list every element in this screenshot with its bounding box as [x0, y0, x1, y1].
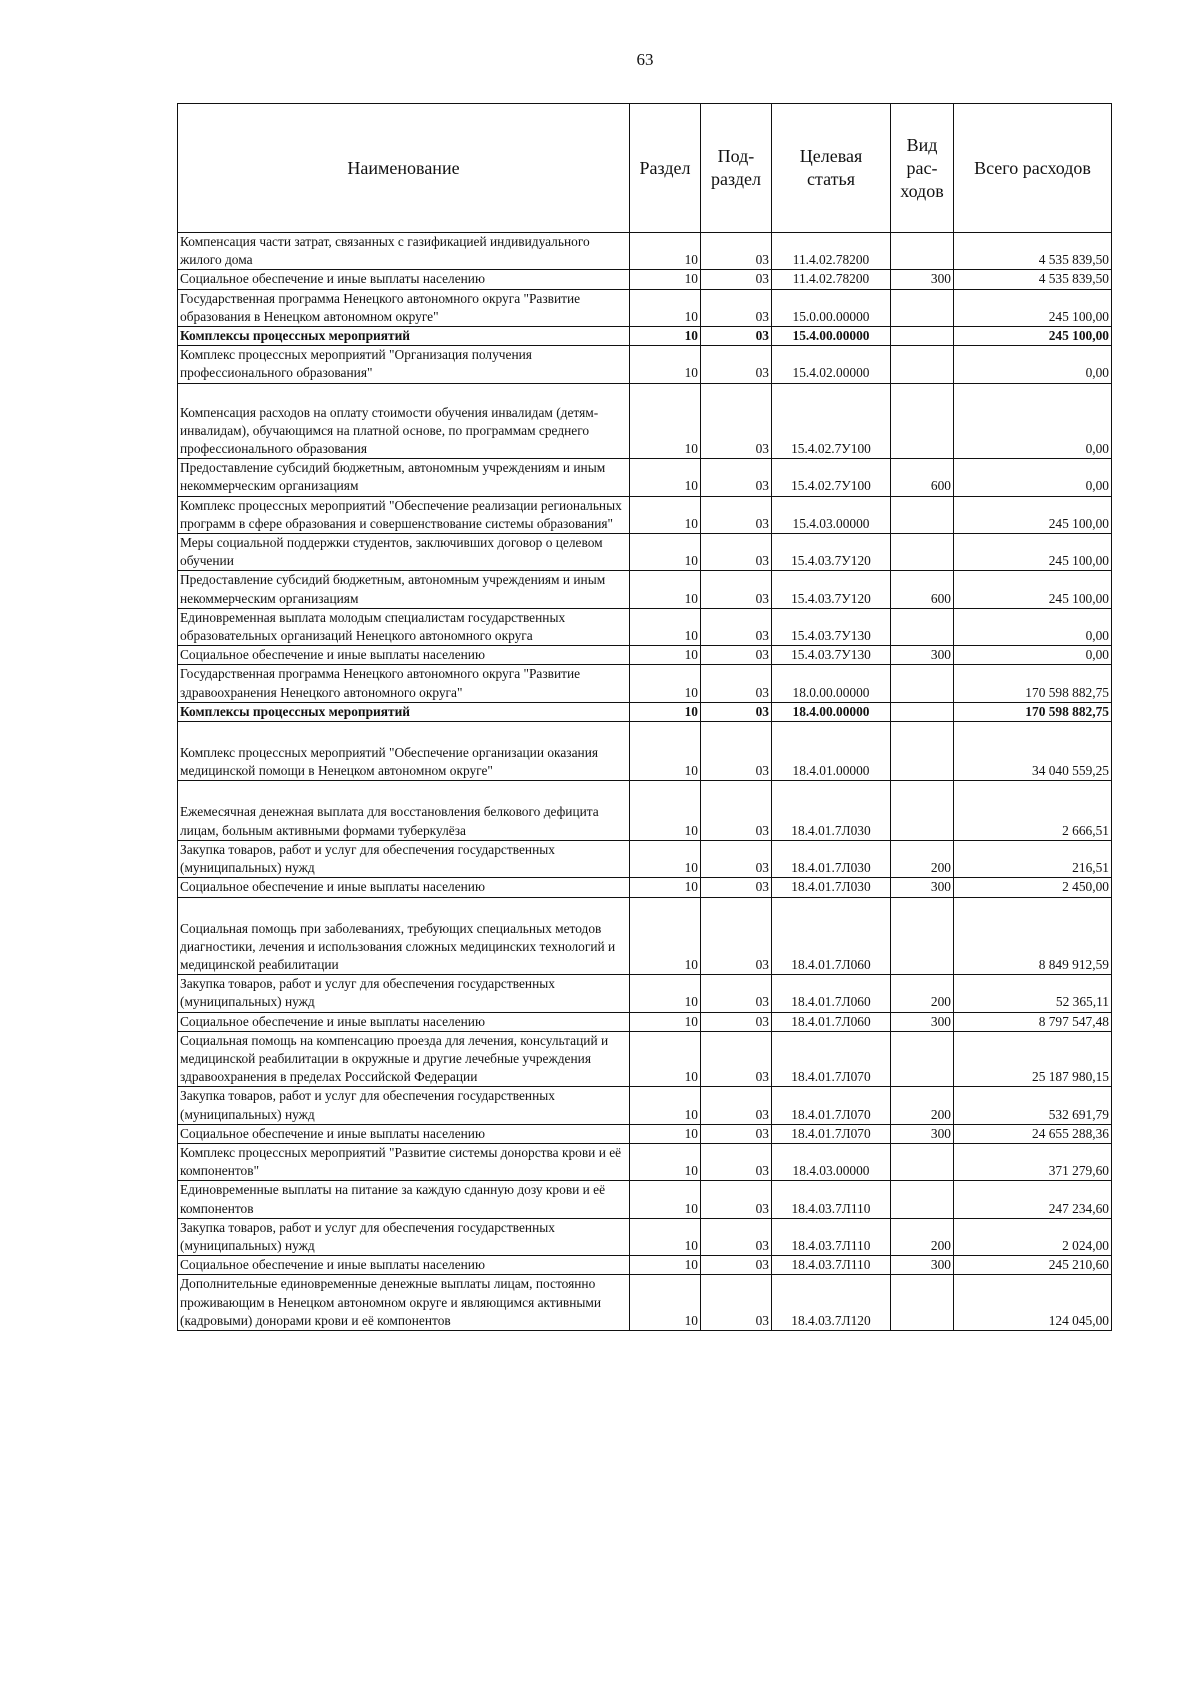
row-target-article: 18.4.01.7Л030 — [772, 878, 891, 897]
row-name: Социальное обеспечение и иные выплаты населению — [178, 646, 630, 665]
row-total: 245 100,00 — [954, 289, 1112, 326]
row-subsection: 03 — [701, 878, 772, 897]
row-target-article: 15.4.02.7У100 — [772, 383, 891, 459]
row-subsection: 03 — [701, 327, 772, 346]
header-expense-type: Вид рас- ходов — [891, 104, 954, 233]
row-subsection: 03 — [701, 1143, 772, 1180]
row-target-article: 15.4.03.7У130 — [772, 608, 891, 645]
row-expense-type: 300 — [891, 1256, 954, 1275]
row-expense-type: 600 — [891, 571, 954, 608]
row-target-article: 18.4.01.7Л070 — [772, 1087, 891, 1124]
table-row — [178, 289, 1112, 326]
row-target-article: 18.4.03.7Л110 — [772, 1256, 891, 1275]
row-expense-type: 300 — [891, 1012, 954, 1031]
row-name: Социальное обеспечение и иные выплаты населению — [178, 1124, 630, 1143]
row-expense-type — [891, 722, 954, 781]
table-row — [178, 897, 1112, 975]
row-name: Компенсация части затрат, связанных с газификацией индивидуального жилого дома — [178, 233, 630, 270]
row-target-article: 15.4.02.7У100 — [772, 459, 891, 496]
row-section: 10 — [630, 1275, 701, 1331]
table-row — [178, 781, 1112, 840]
row-name: Социальное обеспечение и иные выплаты населению — [178, 878, 630, 897]
row-subsection: 03 — [701, 1181, 772, 1218]
row-target-article: 18.4.01.7Л060 — [772, 975, 891, 1012]
row-target-article: 11.4.02.78200 — [772, 233, 891, 270]
row-total: 25 187 980,15 — [954, 1031, 1112, 1087]
row-name: Комплекс процессных мероприятий "Развитие системы донорства крови и её компонентов" — [178, 1143, 630, 1180]
row-total: 4 535 839,50 — [954, 270, 1112, 289]
row-expense-type — [891, 233, 954, 270]
row-expense-type — [891, 1143, 954, 1180]
row-total: 170 598 882,75 — [954, 665, 1112, 702]
row-expense-type: 200 — [891, 1218, 954, 1255]
row-target-article: 18.4.01.7Л060 — [772, 897, 891, 975]
row-subsection: 03 — [701, 1275, 772, 1331]
row-section: 10 — [630, 1256, 701, 1275]
row-section: 10 — [630, 1218, 701, 1255]
row-subsection: 03 — [701, 534, 772, 571]
row-subsection: 03 — [701, 1218, 772, 1255]
row-total: 0,00 — [954, 383, 1112, 459]
row-section: 10 — [630, 1031, 701, 1087]
table-row — [178, 722, 1112, 781]
row-name: Предоставление субсидий бюджетным, автономным учреждениям и иным некоммерческим организациям — [178, 571, 630, 608]
row-subsection: 03 — [701, 571, 772, 608]
row-target-article: 18.4.00.00000 — [772, 702, 891, 721]
row-subsection: 03 — [701, 459, 772, 496]
row-section: 10 — [630, 233, 701, 270]
row-expense-type — [891, 665, 954, 702]
row-subsection: 03 — [701, 722, 772, 781]
row-subsection: 03 — [701, 496, 772, 533]
row-name: Социальное обеспечение и иные выплаты населению — [178, 1012, 630, 1031]
row-target-article: 15.4.03.7У120 — [772, 534, 891, 571]
row-name: Комплекс процессных мероприятий "Обеспечение реализации региональных программ в сфере образования и совершенствование системы образования" — [178, 496, 630, 533]
row-total: 0,00 — [954, 459, 1112, 496]
row-section: 10 — [630, 346, 701, 383]
row-total: 170 598 882,75 — [954, 702, 1112, 721]
row-expense-type — [891, 897, 954, 975]
row-section: 10 — [630, 646, 701, 665]
row-name: Комплекс процессных мероприятий "Организация получения профессионального образования" — [178, 346, 630, 383]
row-target-article: 18.4.01.00000 — [772, 722, 891, 781]
row-target-article: 18.4.03.7Л110 — [772, 1181, 891, 1218]
row-section: 10 — [630, 897, 701, 975]
table-row — [178, 878, 1112, 897]
row-target-article: 18.4.01.7Л070 — [772, 1031, 891, 1087]
row-expense-type: 200 — [891, 975, 954, 1012]
table-row — [178, 1031, 1112, 1087]
row-target-article: 18.4.03.7Л110 — [772, 1218, 891, 1255]
row-target-article: 15.4.00.00000 — [772, 327, 891, 346]
row-total: 245 100,00 — [954, 496, 1112, 533]
row-section: 10 — [630, 496, 701, 533]
row-subsection: 03 — [701, 897, 772, 975]
row-target-article: 15.0.00.00000 — [772, 289, 891, 326]
row-total: 216,51 — [954, 840, 1112, 877]
row-target-article: 18.4.03.00000 — [772, 1143, 891, 1180]
row-section: 10 — [630, 781, 701, 840]
row-section: 10 — [630, 702, 701, 721]
table-row — [178, 496, 1112, 533]
row-subsection: 03 — [701, 702, 772, 721]
row-target-article: 15.4.03.7У130 — [772, 646, 891, 665]
header-name: Наименование — [178, 104, 630, 233]
table-row — [178, 383, 1112, 459]
table-row — [178, 346, 1112, 383]
row-name: Закупка товаров, работ и услуг для обеспечения государственных (муниципальных) нужд — [178, 975, 630, 1012]
row-section: 10 — [630, 270, 701, 289]
row-name: Государственная программа Ненецкого автономного округа "Развитие образования в Ненецком автономном округе" — [178, 289, 630, 326]
row-subsection: 03 — [701, 665, 772, 702]
row-subsection: 03 — [701, 233, 772, 270]
row-name: Социальная помощь при заболеваниях, требующих специальных методов диагностики, лечения и использования сложных медицинских технологий и медицинской реабилитации — [178, 897, 630, 975]
row-expense-type — [891, 534, 954, 571]
row-section: 10 — [630, 1087, 701, 1124]
table-row — [178, 1275, 1112, 1331]
row-total: 52 365,11 — [954, 975, 1112, 1012]
row-name: Социальная помощь на компенсацию проезда для лечения, консультаций и медицинской реабилитации в окружные и другие лечебные учреждения здравоохранения в пределах Российской Федерации — [178, 1031, 630, 1087]
row-target-article: 11.4.02.78200 — [772, 270, 891, 289]
row-name: Компенсация расходов на оплату стоимости обучения инвалидам (детям-инвалидам), обучающимся на платной основе, по программам среднего профессионального образования — [178, 383, 630, 459]
table-row — [178, 665, 1112, 702]
row-total: 2 024,00 — [954, 1218, 1112, 1255]
row-name: Дополнительные единовременные денежные выплаты лицам, постоянно проживающим в Ненецком автономном округе и являющимся активными (кадровыми) донорами крови и её компонентов — [178, 1275, 630, 1331]
row-name: Предоставление субсидий бюджетным, автономным учреждениям и иным некоммерческим организациям — [178, 459, 630, 496]
row-total: 371 279,60 — [954, 1143, 1112, 1180]
row-section: 10 — [630, 1181, 701, 1218]
row-section: 10 — [630, 534, 701, 571]
row-target-article: 18.0.00.00000 — [772, 665, 891, 702]
row-subsection: 03 — [701, 289, 772, 326]
row-total: 4 535 839,50 — [954, 233, 1112, 270]
row-name: Закупка товаров, работ и услуг для обеспечения государственных (муниципальных) нужд — [178, 1218, 630, 1255]
table-row — [178, 1218, 1112, 1255]
row-total: 124 045,00 — [954, 1275, 1112, 1331]
row-total: 8 849 912,59 — [954, 897, 1112, 975]
row-target-article: 15.4.03.00000 — [772, 496, 891, 533]
row-subsection: 03 — [701, 1256, 772, 1275]
row-expense-type — [891, 1275, 954, 1331]
row-expense-type: 300 — [891, 1124, 954, 1143]
row-name: Меры социальной поддержки студентов, заключивших договор о целевом обучении — [178, 534, 630, 571]
row-expense-type — [891, 496, 954, 533]
row-name: Государственная программа Ненецкого автономного округа "Развитие здравоохранения Ненецкого автономного округа" — [178, 665, 630, 702]
row-name: Социальное обеспечение и иные выплаты населению — [178, 1256, 630, 1275]
row-expense-type — [891, 327, 954, 346]
row-subsection: 03 — [701, 346, 772, 383]
row-expense-type — [891, 346, 954, 383]
table-row — [178, 1181, 1112, 1218]
row-name: Закупка товаров, работ и услуг для обеспечения государственных (муниципальных) нужд — [178, 1087, 630, 1124]
row-total: 247 234,60 — [954, 1181, 1112, 1218]
table-row — [178, 1012, 1112, 1031]
row-subsection: 03 — [701, 840, 772, 877]
table-row — [178, 975, 1112, 1012]
table-row — [178, 1256, 1112, 1275]
table-header-row — [178, 104, 1112, 233]
row-total: 24 655 288,36 — [954, 1124, 1112, 1143]
row-target-article: 15.4.03.7У120 — [772, 571, 891, 608]
row-subsection: 03 — [701, 975, 772, 1012]
table-row — [178, 1087, 1112, 1124]
header-subsection: Под- раздел — [701, 104, 772, 233]
row-expense-type: 200 — [891, 1087, 954, 1124]
row-expense-type — [891, 289, 954, 326]
table-row — [178, 1124, 1112, 1143]
row-subsection: 03 — [701, 383, 772, 459]
row-total: 34 040 559,25 — [954, 722, 1112, 781]
row-subsection: 03 — [701, 781, 772, 840]
row-name: Комплекс процессных мероприятий "Обеспечение организации оказания медицинской помощи в Ненецком автономном округе" — [178, 722, 630, 781]
row-section: 10 — [630, 878, 701, 897]
row-total: 8 797 547,48 — [954, 1012, 1112, 1031]
row-subsection: 03 — [701, 1124, 772, 1143]
row-expense-type: 300 — [891, 646, 954, 665]
row-section: 10 — [630, 1124, 701, 1143]
row-name: Комплексы процессных мероприятий — [178, 327, 630, 346]
row-section: 10 — [630, 459, 701, 496]
table-row — [178, 608, 1112, 645]
row-name: Единовременные выплаты на питание за каждую сданную дозу крови и её компонентов — [178, 1181, 630, 1218]
table-body — [178, 233, 1112, 1331]
row-total: 0,00 — [954, 608, 1112, 645]
row-expense-type: 200 — [891, 840, 954, 877]
row-section: 10 — [630, 722, 701, 781]
table-row — [178, 1143, 1112, 1180]
table-row — [178, 702, 1112, 721]
row-target-article: 18.4.01.7Л060 — [772, 1012, 891, 1031]
table-row — [178, 459, 1112, 496]
row-section: 10 — [630, 571, 701, 608]
row-expense-type: 300 — [891, 878, 954, 897]
row-section: 10 — [630, 289, 701, 326]
row-subsection: 03 — [701, 646, 772, 665]
row-expense-type — [891, 383, 954, 459]
row-total: 532 691,79 — [954, 1087, 1112, 1124]
row-expense-type: 300 — [891, 270, 954, 289]
row-subsection: 03 — [701, 1087, 772, 1124]
row-expense-type — [891, 608, 954, 645]
table-row — [178, 646, 1112, 665]
row-target-article: 18.4.01.7Л030 — [772, 840, 891, 877]
row-section: 10 — [630, 665, 701, 702]
page-number: 63 — [636, 50, 654, 69]
table-row — [178, 233, 1112, 270]
row-section: 10 — [630, 840, 701, 877]
row-section: 10 — [630, 383, 701, 459]
row-section: 10 — [630, 975, 701, 1012]
row-subsection: 03 — [701, 270, 772, 289]
row-total: 245 210,60 — [954, 1256, 1112, 1275]
row-target-article: 18.4.01.7Л030 — [772, 781, 891, 840]
table-row — [178, 571, 1112, 608]
row-total: 245 100,00 — [954, 327, 1112, 346]
row-subsection: 03 — [701, 608, 772, 645]
table-row — [178, 270, 1112, 289]
row-total: 2 450,00 — [954, 878, 1112, 897]
row-expense-type — [891, 1181, 954, 1218]
row-expense-type — [891, 1031, 954, 1087]
table-row — [178, 534, 1112, 571]
row-target-article: 18.4.01.7Л070 — [772, 1124, 891, 1143]
table-row — [178, 840, 1112, 877]
row-name: Единовременная выплата молодым специалистам государственных образовательных организаций Ненецкого автономного округа — [178, 608, 630, 645]
row-expense-type — [891, 781, 954, 840]
row-target-article: 18.4.03.7Л120 — [772, 1275, 891, 1331]
row-expense-type — [891, 702, 954, 721]
row-total: 0,00 — [954, 346, 1112, 383]
header-target-article: Целевая статья — [772, 104, 891, 233]
row-expense-type: 600 — [891, 459, 954, 496]
row-total: 2 666,51 — [954, 781, 1112, 840]
row-subsection: 03 — [701, 1012, 772, 1031]
row-total: 245 100,00 — [954, 534, 1112, 571]
row-section: 10 — [630, 608, 701, 645]
row-subsection: 03 — [701, 1031, 772, 1087]
budget-table — [177, 103, 1112, 1331]
row-section: 10 — [630, 327, 701, 346]
header-total: Всего расходов — [954, 104, 1112, 233]
row-total: 245 100,00 — [954, 571, 1112, 608]
row-total: 0,00 — [954, 646, 1112, 665]
row-name: Комплексы процессных мероприятий — [178, 702, 630, 721]
row-section: 10 — [630, 1143, 701, 1180]
table-row — [178, 327, 1112, 346]
row-name: Социальное обеспечение и иные выплаты населению — [178, 270, 630, 289]
row-target-article: 15.4.02.00000 — [772, 346, 891, 383]
row-name: Ежемесячная денежная выплата для восстановления белкового дефицита лицам, больным активными формами туберкулёза — [178, 781, 630, 840]
row-section: 10 — [630, 1012, 701, 1031]
row-name: Закупка товаров, работ и услуг для обеспечения государственных (муниципальных) нужд — [178, 840, 630, 877]
header-section: Раздел — [630, 104, 701, 233]
